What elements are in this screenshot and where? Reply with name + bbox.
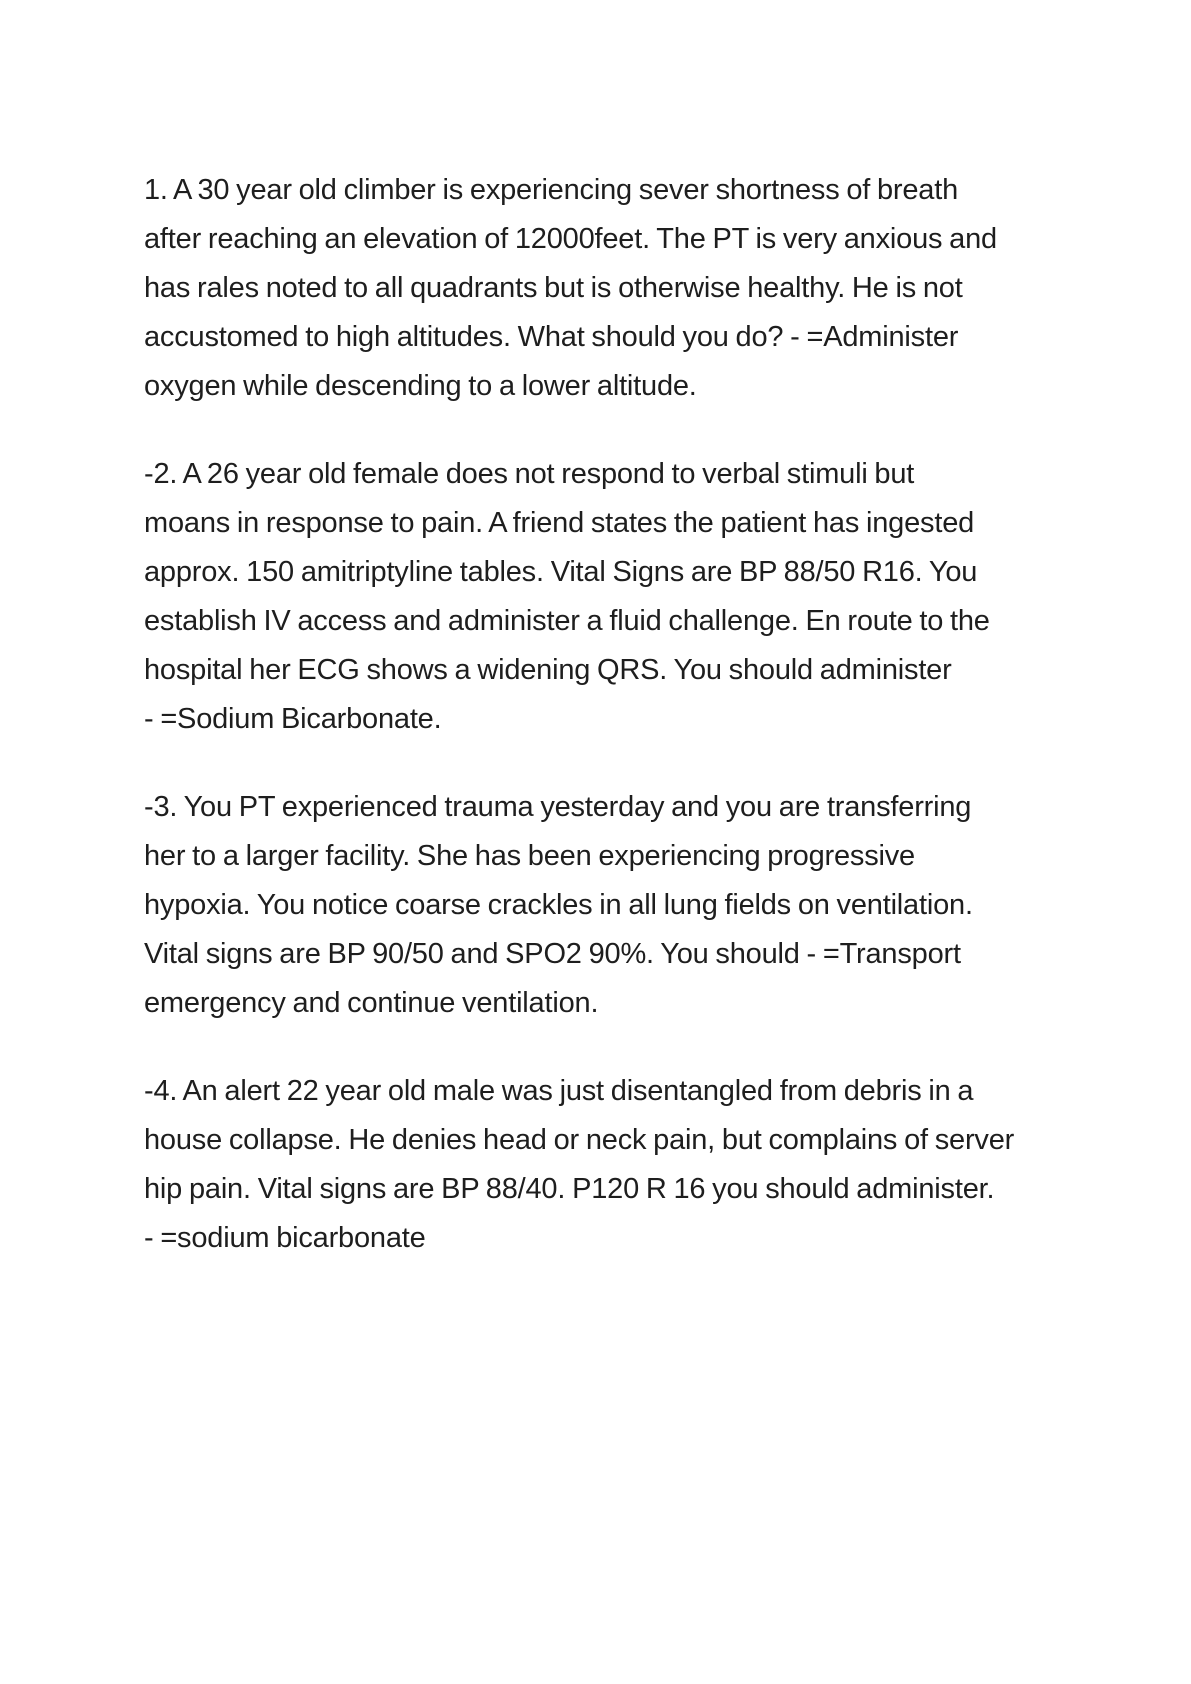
text-line: Vital signs are BP 90/50 and SPO2 90%. You should - =Transport: [144, 938, 961, 970]
text-line: - =Sodium Bicarbonate.: [144, 703, 442, 735]
text-line: accustomed to high altitudes. What should you do? - =Administer: [144, 321, 959, 353]
text-line: hospital her ECG shows a widening QRS. You should administer: [144, 654, 952, 686]
text-line: has rales noted to all quadrants but is otherwise healthy. He is not: [144, 272, 963, 304]
text-line: her to a larger facility. She has been experiencing progressive: [144, 840, 915, 872]
text-line: 1. A 30 year old climber is experiencing sever shortness of breath: [144, 174, 959, 206]
question-3: [144, 783, 1064, 1028]
text-line: -3. You PT experienced trauma yesterday and you are transferring: [144, 791, 972, 823]
text-line: -2. A 26 year old female does not respond to verbal stimuli but: [144, 458, 915, 490]
text-line: house collapse. He denies head or neck pain, but complains of server: [144, 1124, 1015, 1156]
text-line: - =sodium bicarbonate: [144, 1222, 426, 1254]
text-line: after reaching an elevation of 12000feet. The PT is very anxious and: [144, 223, 997, 255]
question-4: [144, 1067, 1064, 1263]
question-2: [144, 450, 1064, 744]
text-line: emergency and continue ventilation.: [144, 987, 599, 1019]
text-line: establish IV access and administer a fluid challenge. En route to the: [144, 605, 990, 637]
question-1: [144, 166, 1064, 411]
text-line: approx. 150 amitriptyline tables. Vital Signs are BP 88/50 R16. You: [144, 556, 978, 588]
text-line: hip pain. Vital signs are BP 88/40. P120 R 16 you should administer.: [144, 1173, 995, 1205]
text-line: oxygen while descending to a lower altitude.: [144, 370, 697, 402]
text-line: hypoxia. You notice coarse crackles in all lung fields on ventilation.: [144, 889, 973, 921]
document-body: [144, 166, 1064, 1302]
text-line: moans in response to pain. A friend states the patient has ingested: [144, 507, 975, 539]
text-line: -4. An alert 22 year old male was just disentangled from debris in a: [144, 1075, 974, 1107]
